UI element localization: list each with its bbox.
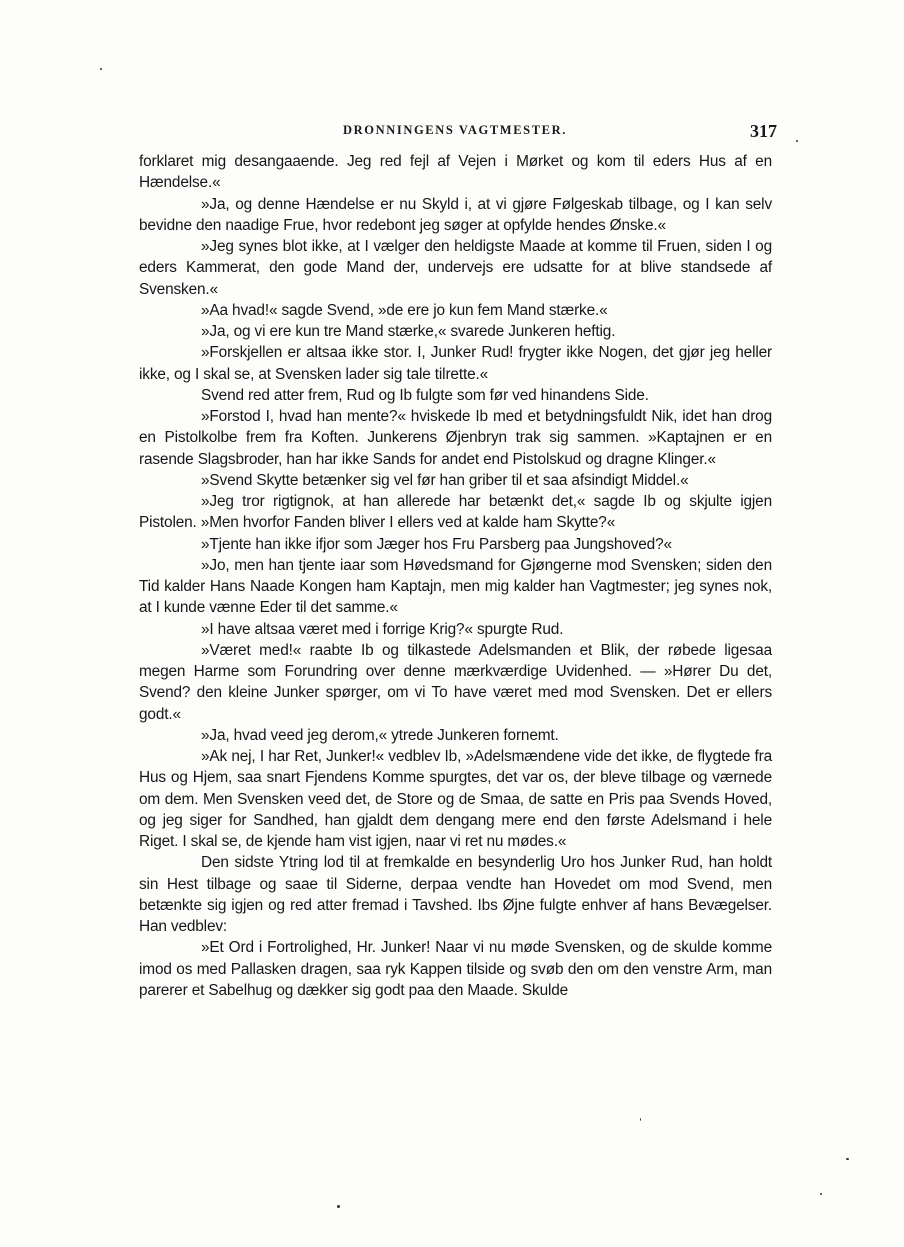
paragraph: forklaret mig desangaaende. Jeg red fejl af Vejen i Mørket og kom til eders Hus af en Hændelse.«: [139, 153, 772, 192]
paragraph: »Jeg tror rigtignok, at han allerede har betænkt det,« sagde Ib og skjulte igjen Pistolen. »Men hvorfor Fanden bliver I ellers ved at kalde ham Skytte?«: [139, 493, 772, 532]
paragraph: »Ja, og vi ere kun tre Mand stærke,« svarede Junkeren heftig.: [201, 323, 616, 340]
paragraph: »Ja, hvad veed jeg derom,« ytrede Junkeren fornemt.: [201, 726, 559, 744]
scan-speck: [640, 1118, 641, 1121]
page-number: 317: [750, 121, 777, 141]
paragraph: »I have altsaa været med i forrige Krig?« spurgte Rud.: [201, 620, 564, 638]
body-text: [139, 151, 772, 1001]
paragraph: Den sidste Ytring lod til at fremkalde en besynderlig Uro hos Junker Rud, han holdt sin Hest tilbage og saae til Siderne, derpaa vendte han Hovedet om mod Svend, men betænkte sig igjen og red atter fremad i Tavshed. Ibs Øjne fulgte enhver af hans Bevægelser. Han vedblev:: [139, 854, 772, 935]
paragraph: »Svend Skytte betænker sig vel før han griber til et saa afsindigt Middel.«: [201, 471, 689, 489]
scan-speck: [100, 68, 102, 70]
paragraph: »Tjente han ikke ifjor som Jæger hos Fru Parsberg paa Jungshoved?«: [201, 535, 672, 553]
paragraph: »Jeg synes blot ikke, at I vælger den heldigste Maade at komme til Fruen, siden I og eders Kammerat, den gode Mand der, undervejs ere udsatte for at blive standsede af Svensken.«: [139, 238, 772, 298]
paragraph: »Jo, men han tjente iaar som Høvedsmand for Gjøngerne mod Svensken; siden den Tid kalder Hans Naade Kongen ham Kaptajn, men mig kalder han Vagtmester; jeg synes nok, at I kunde vænne Eder til det samme.«: [139, 556, 772, 617]
paragraph: »Forskjellen er altsaa ikke stor. I, Junker Rud! frygter ikke Nogen, det gjør jeg heller ikke, og I skal se, at Svensken lader sig tale tilrette.«: [139, 344, 772, 383]
paragraph: Svend red atter frem, Rud og Ib fulgte som før ved hinandens Side.: [201, 386, 649, 404]
paragraph: »Ak nej, I har Ret, Junker!« vedblev Ib, »Adelsmændene vide det ikke, de flygtede fra Hus og Hjem, saa snart Fjendens Komme spurgtes, det var os, der bleve tilbage og værnede om dem. Men Svensken veed det, de Store og de Smaa, de satte en Pris paa Svends Hoved, og jeg siger for Sandhed, han gjaldt dem dengang mere end den første Adelsmand i hele Riget. I skal se, de kjende ham vist igjen, naar vi ret nu mødes.«: [139, 748, 772, 850]
scan-speck: [796, 140, 798, 142]
scan-speck: [820, 1193, 822, 1195]
scan-speck: [846, 1158, 849, 1160]
paragraph: »Aa hvad!« sagde Svend, »de ere jo kun fem Mand stærke.«: [201, 301, 608, 319]
scan-speck: [337, 1205, 340, 1208]
paragraph: »Været med!« raabte Ib og tilkastede Adelsmanden et Blik, der røbede ligesaa megen Harme som Forundring over denne mærkværdige Uvidenhed. — »Hører Du det, Svend? den kleine Junker spørger, om vi To have været med mod Svensken. Det er ellers godt.«: [139, 641, 772, 723]
paragraph: »Ja, og denne Hændelse er nu Skyld i, at vi gjøre Følgeskab tilbage, og I kan selv bevidne den naadige Frue, hvor redebont jeg søger at opfylde hendes Ønske.«: [139, 195, 772, 234]
paragraph: »Forstod I, hvad han mente?« hviskede Ib med et betydningsfuldt Nik, idet han drog en Pistolkolbe frem fra Koften. Junkerens Øjenbryn trak sig sammen. »Kaptajnen er en rasende Slagsbroder, han har ikke Sands for andet end Pistolskud og dragne Klinger.«: [139, 408, 772, 468]
running-head: DRONNINGENS VAGTMESTER.: [343, 123, 567, 137]
page-header: [139, 121, 777, 147]
paragraph: »Et Ord i Fortrolighed, Hr. Junker! Naar vi nu møde Svensken, og de skulde komme imod os med Pallasken dragen, saa ryk Kappen tilside og svøb den om den venstre Arm, man parerer et Sabelhug og dækker sig godt paa den Maade. Skulde: [139, 939, 772, 999]
